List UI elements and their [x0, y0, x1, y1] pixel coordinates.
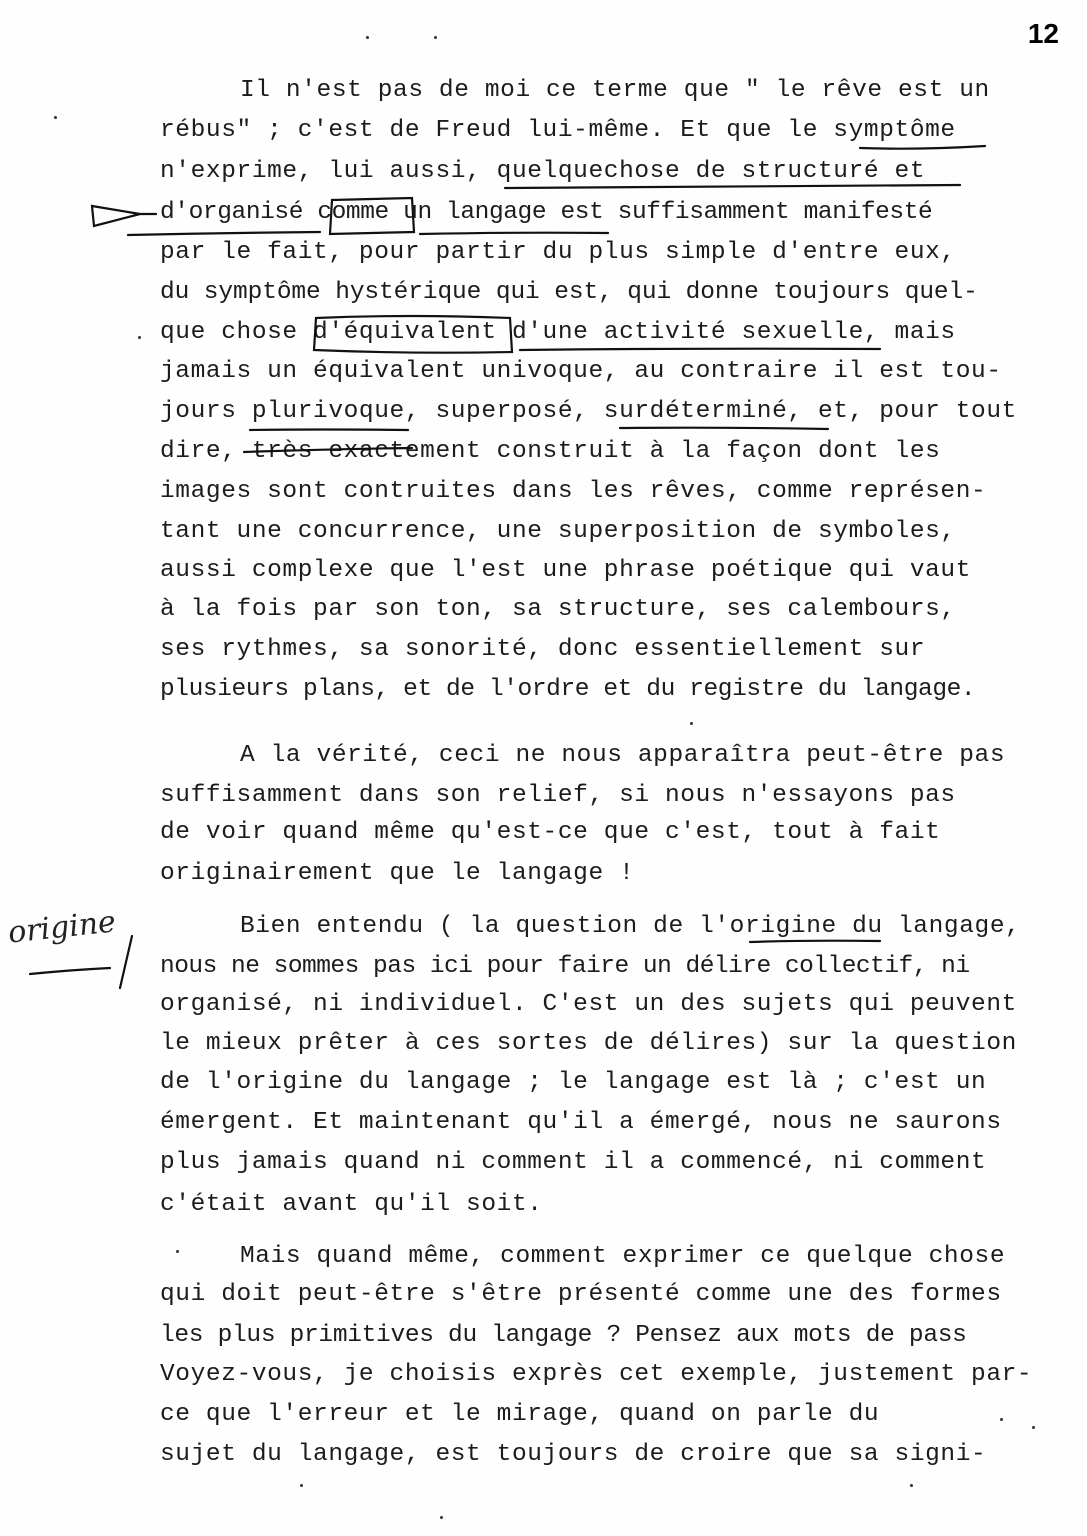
text-line: nous ne sommes pas ici pour faire un délire collectif, ni: [160, 953, 970, 980]
text-line: Il n'est pas de moi ce terme que " le rêve est un: [240, 77, 990, 104]
underline-mark: [128, 232, 320, 235]
text-line: suffisamment dans son relief, si nous n'essayons pas: [160, 782, 956, 809]
scan-speck: [138, 336, 141, 339]
text-line: plusieurs plans, et de l'ordre et du registre du langage.: [160, 676, 976, 703]
text-line: sujet du langage, est toujours de croire que sa signi-: [160, 1441, 987, 1468]
text-line: du symptôme hystérique qui est, qui donne toujours quel-: [160, 279, 978, 306]
text-line: Voyez-vous, je choisis exprès cet exemple, justement par-: [160, 1361, 1033, 1388]
arrow-mark: [92, 206, 156, 226]
scan-speck: [54, 116, 57, 119]
text-line: ce que l'erreur et le mirage, quand on parle du: [160, 1401, 880, 1428]
scan-speck: [300, 1484, 303, 1487]
scan-speck: [366, 36, 369, 39]
underline-mark: [250, 430, 408, 431]
underline-mark: [520, 349, 880, 350]
scan-speck: [1032, 1426, 1035, 1429]
text-line: de voir quand même qu'est-ce que c'est, tout à fait: [160, 819, 941, 846]
text-line: de l'origine du langage ; le langage est là ; c'est un: [160, 1069, 987, 1096]
scan-speck: [1000, 1418, 1003, 1421]
scan-speck: [690, 722, 693, 725]
text-line: plus jamais quand ni comment il a commencé, ni comment: [160, 1149, 987, 1176]
underline-mark: [420, 233, 608, 234]
scan-speck: [440, 1516, 443, 1519]
text-line: jamais un équivalent univoque, au contraire il est tou-: [160, 358, 1002, 385]
text-line: que chose d'équivalent d'une activité sexuelle, mais: [160, 319, 956, 346]
text-line: d'organisé comme un langage est suffisamment manifesté: [160, 199, 933, 226]
text-line: ses rythmes, sa sonorité, donc essentiellement sur: [160, 636, 926, 663]
underline-mark: [860, 146, 985, 149]
text-line: le mieux prêter à ces sortes de délires) sur la question: [160, 1030, 1017, 1057]
text-line: tant une concurrence, une superposition de symboles,: [160, 518, 956, 545]
text-line: rébus" ; c'est de Freud lui-même. Et que le symptôme: [160, 117, 956, 144]
text-line: jours plurivoque, superposé, surdéterminé, et, pour tout: [160, 398, 1017, 425]
text-line: à la fois par son ton, sa structure, ses calembours,: [160, 596, 956, 623]
margin-underline-mark: [30, 968, 110, 974]
text-line: originairement que le langage !: [160, 860, 635, 887]
margin-note: origine: [6, 904, 118, 951]
underline-mark: [620, 428, 828, 429]
scan-speck: [176, 1250, 179, 1253]
text-line: aussi complexe que l'est une phrase poétique qui vaut: [160, 557, 972, 584]
text-line: Bien entendu ( la question de l'origine du langage,: [240, 913, 1021, 940]
text-line: dire, très exactement construit à la façon dont les: [160, 438, 941, 465]
margin-bracket-mark: [120, 936, 132, 988]
scan-speck: [910, 1484, 913, 1487]
text-line: par le fait, pour partir du plus simple d'entre eux,: [160, 239, 956, 266]
text-line: organisé, ni individuel. C'est un des sujets qui peuvent: [160, 991, 1017, 1018]
text-line: Mais quand même, comment exprimer ce quelque chose: [240, 1243, 1006, 1270]
page-number: 12: [1027, 18, 1059, 49]
text-line: émergent. Et maintenant qu'il a émergé, nous ne saurons: [160, 1109, 1002, 1136]
text-line: les plus primitives du langage ? Pensez aux mots de pass: [160, 1322, 967, 1349]
text-line: c'était avant qu'il soit.: [160, 1191, 543, 1218]
text-line: qui doit peut-être s'être présenté comme une des formes: [160, 1281, 1002, 1308]
scan-speck: [434, 36, 437, 39]
text-line: n'exprime, lui aussi, quelquechose de structuré et: [160, 158, 926, 185]
text-line: images sont contruites dans les rêves, comme représen-: [160, 478, 987, 505]
text-line: A la vérité, ceci ne nous apparaîtra peut-être pas: [240, 742, 1006, 769]
